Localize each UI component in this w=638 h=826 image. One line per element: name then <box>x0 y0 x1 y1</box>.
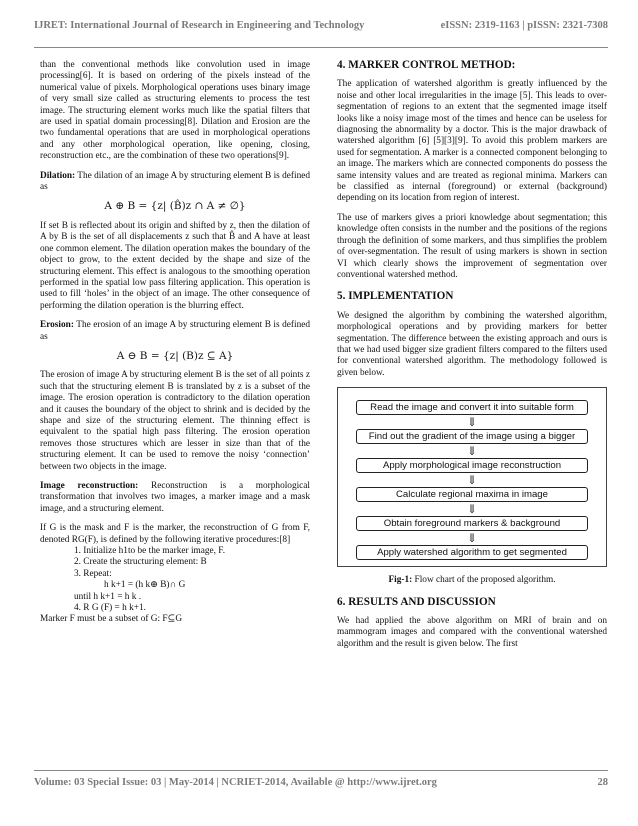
reconstruction-term: Image reconstruction: <box>40 481 139 491</box>
procedure-steps <box>74 546 310 614</box>
page-number: 28 <box>597 777 608 788</box>
issn-info: eISSN: 2319-1163 | pISSN: 2321-7308 <box>440 20 608 31</box>
dilation-equation: A ⊕ B = {z| (B̂)z ∩ A ≠ ∅} <box>104 200 246 213</box>
down-arrow-icon: ⇓ <box>466 473 478 488</box>
section-6-paragraph: We had applied the above algorithm on MRI of brain and on mammogram images and compared with the conventional watershed algorithm and the result is given below. The first <box>337 615 607 649</box>
section-5-paragraph: We designed the algorithm by combining the watershed algorithm, morphological operations and by providing markers for better segmentation. The difference between the existing approach and ours is that we had used bigger size gradient filters compared to the filters used for conventional watershed algorithm. The methodology followed is given below. <box>337 310 607 378</box>
down-arrow-icon: ⇓ <box>466 531 478 546</box>
erosion-paragraph: The erosion of image A by structuring element B is the set of all points z such that the structuring element B is translated by z is a subset of the image. The erosion operation is contradictory to the dilation operation and it causes the boundary of the object to shrink and is decided by the shape and size of the structuring element. The thinning effect is equivalent to the spatial high pass filtering. The erosion operation removes those structures which are lesser in size than that of the structuring element. It can be used to remove the noisy ‘connection’ between two objects in the image. <box>40 370 310 472</box>
down-arrow-icon: ⇓ <box>466 415 478 430</box>
flow-step-4: Calculate regional maxima in image <box>356 487 588 502</box>
flow-step-6: Apply watershed algorithm to get segmented <box>356 545 588 560</box>
footer-rule <box>34 770 608 771</box>
dilation-definition: Dilation: The dilation of an image A by structuring element B is defined as <box>40 170 310 193</box>
intro-paragraph: than the conventional methods like convolution used in image processing[6]. It is based on ordering of the pixels instead of the numerical value of pixels. Morphological operations uses binary image of very small size called as structuring elements to process the test image. The structuring element works much like the spatial filters that are used in spatial domain processing[8]. Dilation and Erosion are the two fundamental operations that are used in morphological operations and any other morphological operation, like opening, closing, reconstruction etc., are the combination of these two operations[9]. <box>40 60 310 162</box>
until-condition: until h k+1 = h k . <box>74 591 142 602</box>
step-3: 3. Repeat: <box>74 568 112 579</box>
reconstruction-definition: If G is the mask and F is the marker, the reconstruction of G from F, denoted RG(F), is defined by the following iterative procedures:[8] <box>40 523 310 545</box>
section-6-heading: 6. RESULTS AND DISCUSSION <box>337 595 496 608</box>
flowchart <box>337 387 607 567</box>
step-2: 2. Create the structuring element: B <box>74 557 207 568</box>
section-4-heading: 4. MARKER CONTROL METHOD: <box>337 59 516 71</box>
journal-title: IJRET: International Journal of Research in Engineering and Technology <box>34 20 365 31</box>
flow-step-5: Obtain foreground markers & background <box>356 516 588 531</box>
erosion-definition: Erosion: The erosion of an image A by structuring element B is defined as <box>40 320 311 342</box>
step-1: 1. Initialize h1to be the marker image, F. <box>74 546 226 557</box>
section-5-heading: 5. IMPLEMENTATION <box>337 290 454 303</box>
dilation-term: Dilation: <box>40 170 76 181</box>
volume-info: Volume: 03 Special Issue: 03 | May-2014 | NCRIET-2014, Available @ http://www.ijret.org <box>34 777 437 788</box>
page-header <box>34 12 608 46</box>
dilation-paragraph: If set B is reflected about its origin and shifted by z, then the dilation of A by B is the set of all displacements z such that B̂ and A have at least one common element. The dilation operation makes the boundary of the object to grow, to the extent decided by the shape and size of the structuring element. This effect is analogous to the smoothing operation performed in the spatial low pass filtering application. This operation is used to fill ‘holes’ in the object of an image. The other consequence of performing the dilation operation is the blurring effect. <box>40 220 310 311</box>
flow-step-2: Find out the gradient of the image using a bigger <box>356 429 588 444</box>
flow-step-1: Read the image and convert it into suitable form <box>356 400 588 415</box>
down-arrow-icon: ⇓ <box>466 444 478 459</box>
header-rule <box>34 47 608 48</box>
step-4: 4. R G (F) = h k+1. <box>74 603 146 614</box>
step-3-equation: h k+1 = (h k⊕ B)∩ G <box>104 580 186 591</box>
left-column <box>40 60 310 626</box>
erosion-equation: A ⊖ B = {z| (B)z ⊆ A} <box>116 349 234 362</box>
reconstruction-paragraph: Image reconstruction: Reconstruction is a morphological transformation that involves two images, a marker image and a mask image, and a structuring element. <box>40 481 311 514</box>
flow-step-3: Apply morphological image reconstruction <box>356 458 588 473</box>
erosion-term: Erosion: <box>40 320 74 331</box>
section-4-paragraph-1: The application of watershed algorithm is greatly influenced by the noise and other local irregularities in the image [5]. This leads to over-segmentation of regions to an extent that the segmented image itself looks like a noisy image most of the times and hence can be useless for diagnosing the abnormality by a doctor. This is the major drawback of watershed algorithm [6] [5][3][9]. To avoid this problem markers are used for segmentation. A marker is a connected component belonging to an image. The markers which are connected components do possess the same intensity values and are treated as regional minima. Markers can be classified as internal (foreground) or external (background) depending on its location from region of interest. <box>337 79 607 204</box>
down-arrow-icon: ⇓ <box>466 502 478 517</box>
page-footer <box>34 777 608 788</box>
section-4-paragraph-2: The use of markers gives a priori knowledge about segmentation; this knowledge often consists in the number and the positions of the regions through the definition of some markers, and thus simplifies the problem of over-segmentation. The result of using markers is shown in section VI which clearly shows the improvement of segmentation over conventional watershed method. <box>337 212 607 280</box>
right-column <box>337 60 607 658</box>
figure-label: Fig-1: <box>388 575 413 586</box>
marker-subset-note: Marker F must be a subset of G: F⊆G <box>40 614 183 625</box>
figure-caption: Fig-1: Flow chart of the proposed algorithm. <box>388 575 556 586</box>
